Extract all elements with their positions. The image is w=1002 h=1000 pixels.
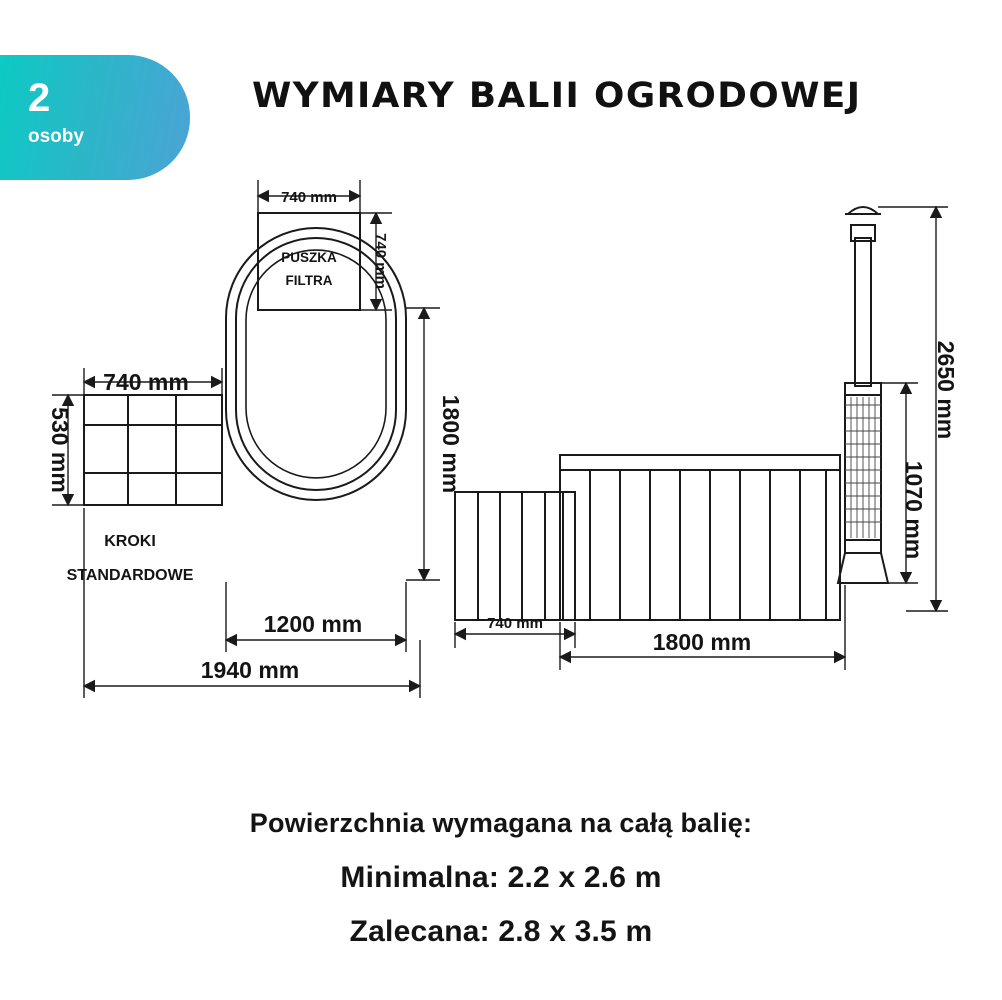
dim-label-heater-height: 1070 mm bbox=[901, 460, 927, 560]
filter-box-label-line2: FILTRA bbox=[285, 273, 333, 288]
dim-label-steps-depth: 530 mm bbox=[47, 407, 73, 493]
dim-label-filter-width: 740 mm bbox=[281, 189, 337, 206]
dim-label-total-width: 1940 mm bbox=[200, 657, 300, 683]
steps-label-line1: KROKI bbox=[104, 533, 156, 550]
dim-label-total-height: 2650 mm bbox=[933, 340, 959, 440]
badge-number: 2 bbox=[28, 76, 51, 120]
steps-label-line2: STANDARDOWE bbox=[66, 567, 194, 584]
tub-side-body bbox=[560, 455, 840, 620]
recommended-area-line: Zalecana: 2.8 x 3.5 m bbox=[349, 915, 653, 948]
footer-area bbox=[0, 808, 1002, 949]
minimum-area-line: Minimalna: 2.2 x 2.6 m bbox=[340, 861, 662, 894]
badge-label: osoby bbox=[28, 126, 84, 147]
dim-side-tub-width bbox=[560, 585, 845, 670]
dim-tub-length bbox=[406, 308, 440, 580]
heater-side bbox=[838, 383, 888, 583]
dim-label-steps-width: 740 mm bbox=[103, 369, 189, 395]
dim-label-filter-depth: 740 mm bbox=[372, 233, 389, 289]
page-title: WYMIARY BALII OGRODOWEJ bbox=[252, 76, 862, 116]
dim-label-tub-length: 1800 mm bbox=[438, 394, 464, 494]
dim-label-tub-width: 1200 mm bbox=[263, 611, 363, 637]
required-area-heading: Powierzchnia wymagana na całą balię: bbox=[249, 808, 753, 838]
filter-box-label-line1: PUSZKA bbox=[281, 250, 337, 265]
dim-label-side-tub-width: 1800 mm bbox=[652, 629, 752, 655]
steps-side bbox=[455, 492, 575, 620]
dim-label-side-steps-width: 740 mm bbox=[487, 615, 543, 632]
steps-top bbox=[84, 395, 222, 505]
chimney-side bbox=[845, 207, 881, 386]
